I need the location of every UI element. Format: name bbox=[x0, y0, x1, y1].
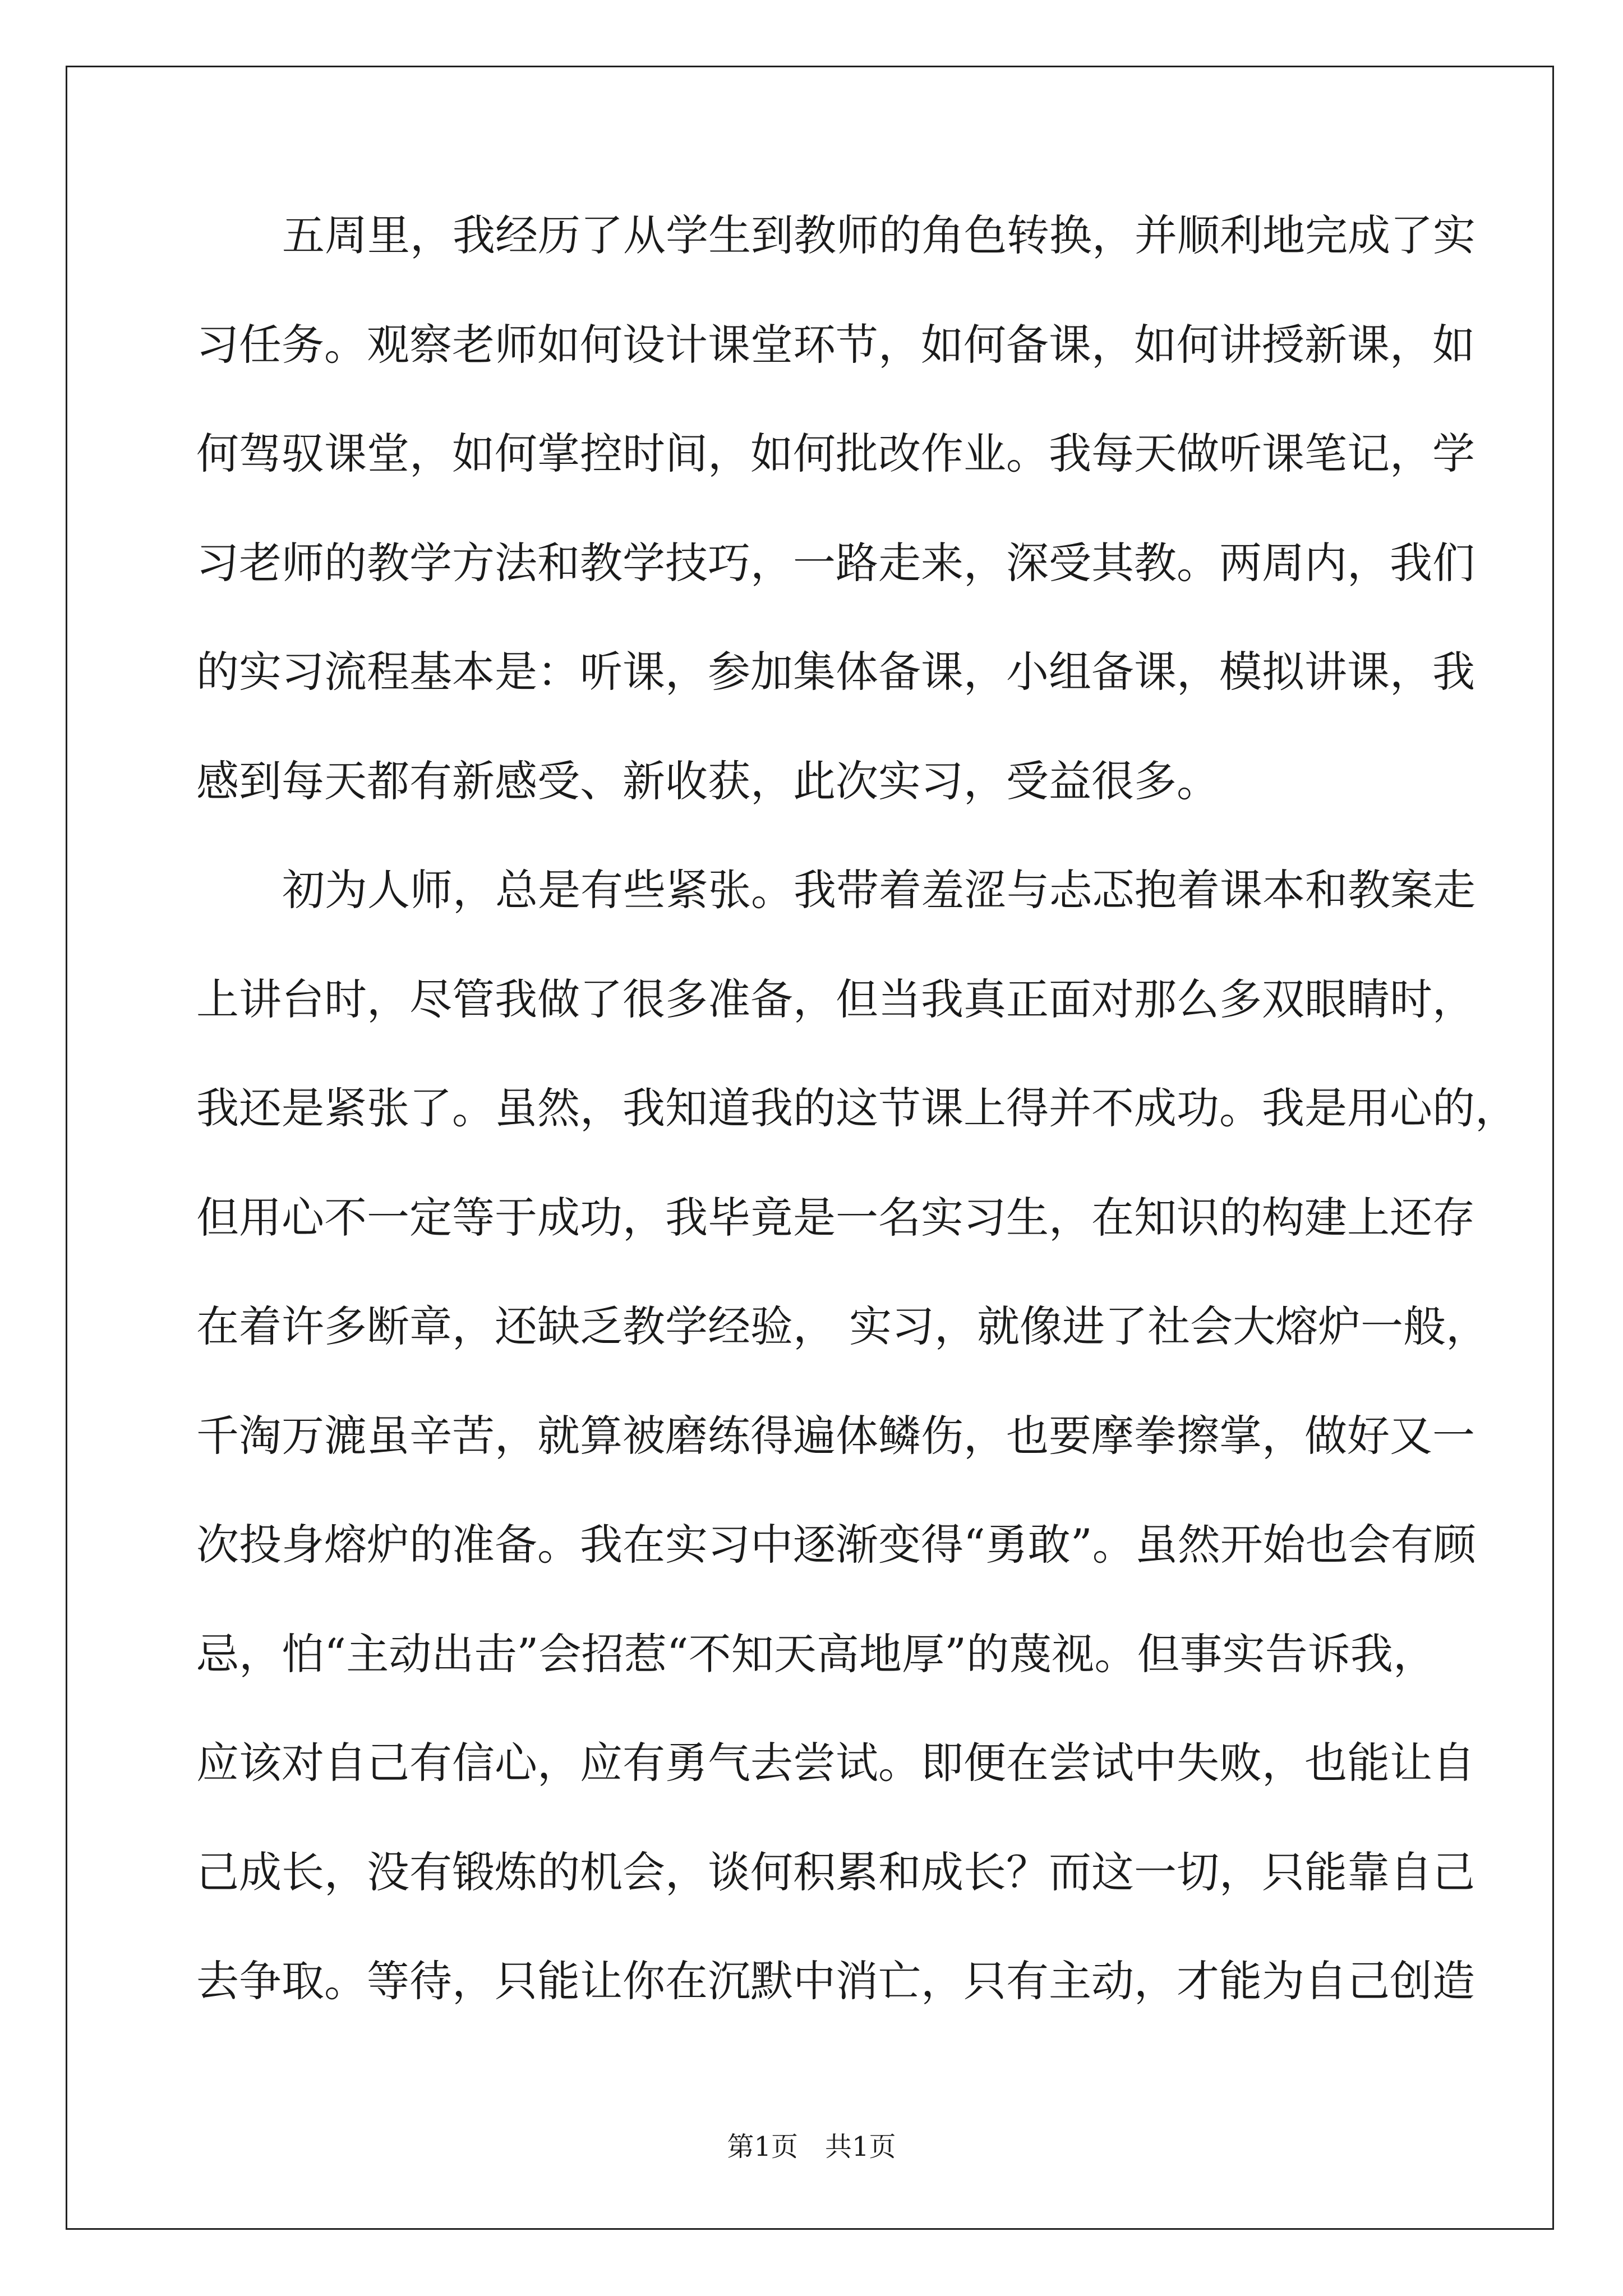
paragraph-line: 在着许多断章，还缺乏教学经验， 实习，就像进了社会大熔炉一般， bbox=[196, 1301, 1489, 1351]
paragraph-line: 的实习流程基本是：听课，参加集体备课，小组备课，模拟讲课，我 bbox=[196, 647, 1475, 697]
paragraph-line: 应该对自己有信心，应有勇气去尝试。即便在尝试中失败，也能让自 bbox=[196, 1738, 1475, 1788]
paragraph-line: 次投身熔炉的准备。我在实习中逐渐变得“勇敢”。虽然开始也会有顾 bbox=[196, 1520, 1476, 1570]
paragraph-line: 感到每天都有新感受、新收获，此次实习，受益很多。 bbox=[196, 756, 1219, 806]
paragraph-line: 忌，怕“主动出击”会招惹“不知天高地厚”的蔑视。但事实告诉我， bbox=[196, 1628, 1436, 1679]
paragraph-line: 我还是紧张了。虽然，我知道我的这节课上得并不成功。我是用心的， bbox=[196, 1083, 1518, 1133]
paragraph-line: 五周里，我经历了从学生到教师的角色转换，并顺利地完成了实 bbox=[282, 210, 1476, 260]
paragraph-line: 初为人师，总是有些紧张。我带着羞涩与忐忑抱着课本和教案走 bbox=[282, 865, 1476, 915]
paragraph-line: 己成长，没有锻炼的机会，谈何积累和成长？而这一切，只能靠自己 bbox=[196, 1847, 1475, 1897]
paragraph-line: 上讲台时，尽管我做了很多准备，但当我真正面对那么多双眼睛时， bbox=[196, 974, 1475, 1024]
paragraph-line: 去争取。等待，只能让你在沉默中消亡，只有主动，才能为自己创造 bbox=[196, 1956, 1475, 2006]
document-body bbox=[196, 210, 1518, 2069]
paragraph-line: 何驾驭课堂，如何掌控时间，如何批改作业。我每天做听课笔记，学 bbox=[196, 429, 1475, 478]
paragraph-line: 但用心不一定等于成功，我毕竟是一名实习生，在知识的构建上还存 bbox=[196, 1192, 1475, 1243]
paragraph-line: 千淘万漉虽辛苦，就算被磨练得遍体鳞伤，也要摩拳擦掌，做好又一 bbox=[196, 1410, 1475, 1461]
page-footer: 第1页 共1页 bbox=[727, 2131, 896, 2162]
paragraph-line: 习老师的教学方法和教学技巧，一路走来，深受其教。两周内，我们 bbox=[196, 537, 1475, 588]
paragraph-line: 习任务。观察老师如何设计课堂环节，如何备课，如何讲授新课，如 bbox=[196, 319, 1475, 370]
